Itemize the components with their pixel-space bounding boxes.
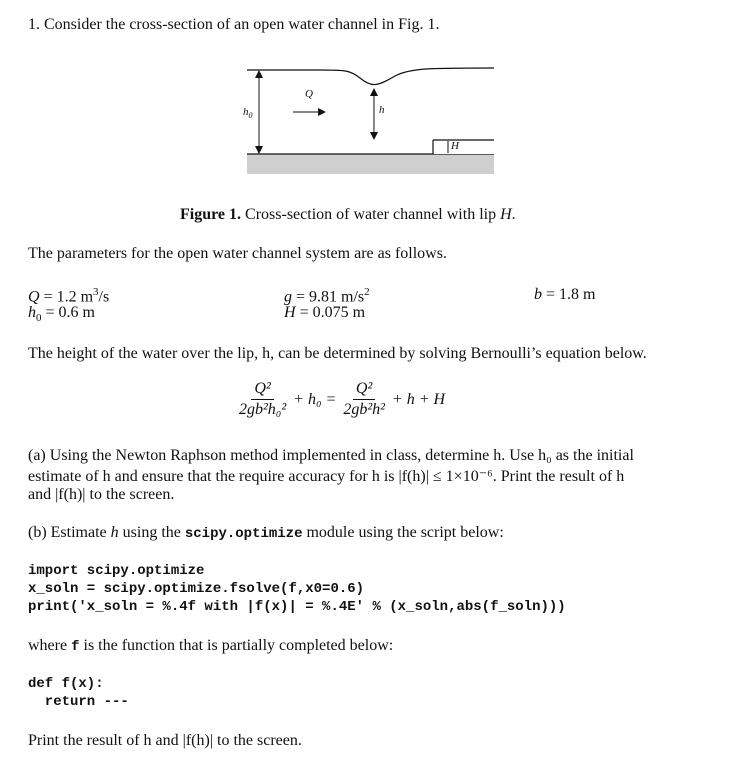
lhs-fraction: $\frac{\text{Q²}}{\text{2gb²h₀²}}$	[239, 380, 287, 418]
h0-arrowhead-top	[255, 70, 263, 78]
water-surface	[247, 68, 494, 85]
def-line-2: return ---	[28, 694, 129, 710]
bernoulli-equation: $\frac{\text{Q²}}{\text{2gb²h₀²}}$ + h₀ = $\frac{\text{Q²}}{\text{2gb²h²}}$ + h + H	[236, 380, 445, 419]
code-line-1: import scipy.optimize	[28, 563, 205, 579]
H-label: H	[451, 140, 459, 152]
param-Q: Q = 1.2 $m^3/s$	[28, 286, 110, 306]
h-arrowhead-top	[370, 88, 378, 96]
param-b: b = 1.8 m	[534, 286, 596, 303]
lip-block	[433, 140, 494, 154]
question-intro: 1. Consider the cross-section of an open water channel in Fig. 1.	[28, 16, 440, 33]
figure-caption: Figure 1. Cross-section of water channel with lip H.	[180, 206, 516, 223]
channel-bed	[247, 154, 494, 174]
final-instruction: Print the result of h and |f(h)| to the screen.	[28, 732, 302, 749]
param-h0: $h_0 = 0.6$ m	[28, 304, 95, 325]
code-line-2: x_soln = scipy.optimize.fsolve(f,x0=0.6)	[28, 581, 365, 597]
h0-arrowhead-bottom	[255, 146, 263, 154]
h-label: h	[379, 104, 385, 116]
h-arrowhead-bottom	[370, 132, 378, 140]
where-line: where f is the function that is partially completed below:	[28, 637, 394, 655]
part-a-line2: estimate of h and ensure that the require accuracy for h is |f(h)| ≤ 1×10⁻⁶. Print the result of h	[28, 468, 625, 485]
param-H: H = 0.075 m	[284, 304, 366, 321]
part-b-lead: (b) Estimate h using the scipy.optimize module using the script below:	[28, 524, 504, 542]
param-g: g = 9.81 $m/s^2$	[284, 286, 370, 306]
Q-label: Q	[305, 88, 313, 100]
h0-label: $h_0$	[243, 106, 253, 121]
def-line-1: def f(x):	[28, 676, 104, 692]
flow-arrowhead	[318, 108, 326, 116]
channel-cross-section-diagram	[0, 0, 732, 200]
rhs-fraction: $\frac{\text{Q²}}{\text{2gb²h²}}$	[343, 380, 385, 418]
part-a-line3: and |f(h)| to the screen.	[28, 486, 175, 503]
bernoulli-intro: The height of the water over the lip, h, can be determined by solving Bernoulli’s equation below.	[28, 345, 647, 362]
part-a-line1: (a) Using the Newton Raphson method implemented in class, determine h. Use h₀ as the initial	[28, 447, 634, 464]
params-intro: The parameters for the open water channel system are as follows.	[28, 245, 447, 262]
code-line-3: print('x_soln = %.4f with |f(x)| = %.4E' % (x_soln,abs(f_soln)))	[28, 599, 566, 615]
